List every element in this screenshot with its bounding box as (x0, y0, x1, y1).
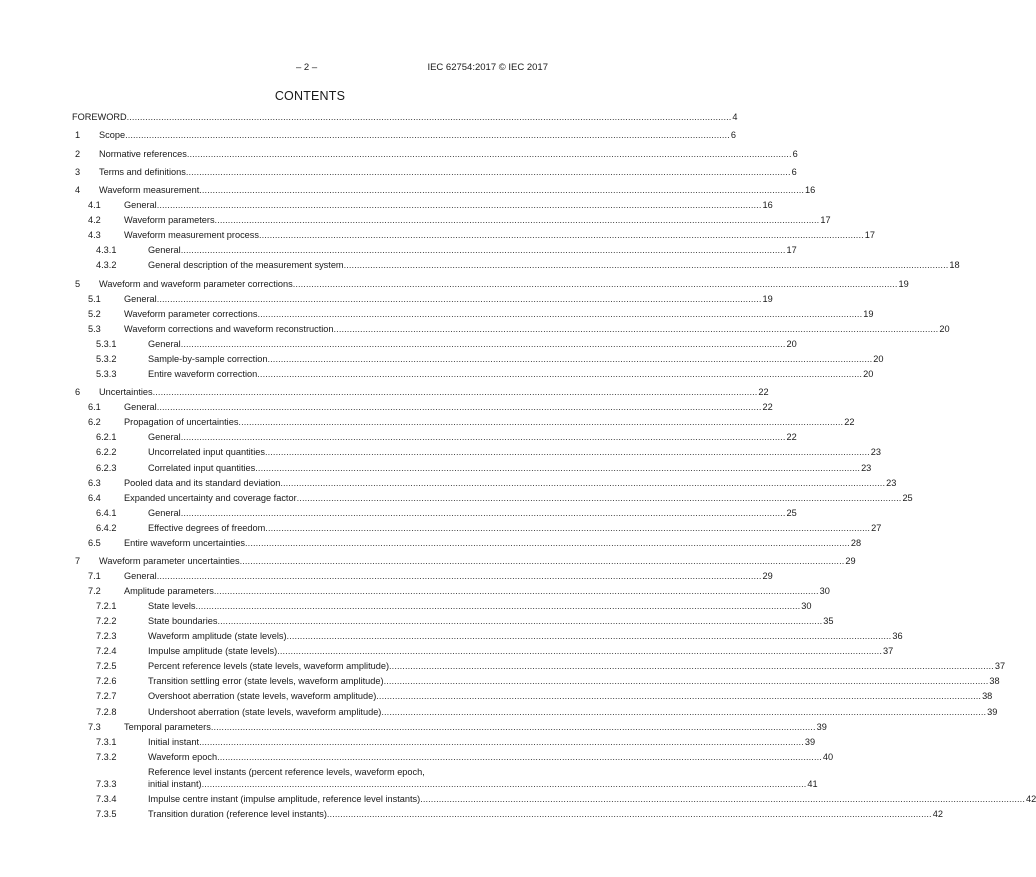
toc-entry[interactable] (72, 570, 773, 582)
toc-entry-page: 23 (870, 447, 881, 458)
toc-entry-page: 18 (949, 260, 960, 271)
toc-entry-number: 5.1 (88, 293, 101, 304)
toc-entry-number: 7.3.3 (96, 778, 117, 789)
toc-entry-number: 5.3.1 (96, 338, 117, 349)
toc-entry-title: Effective degrees of freedom (148, 522, 266, 533)
toc-entry[interactable] (72, 166, 797, 178)
toc-leader-dots (297, 492, 902, 504)
toc-leader-dots (125, 129, 730, 141)
toc-entry-number: 7.2.4 (96, 646, 117, 657)
page-header (0, 62, 620, 76)
toc-leader-dots (214, 585, 819, 597)
toc-leader-dots (259, 229, 864, 241)
toc-entry-title: Overshoot aberration (state levels, waveform amplitude) (148, 691, 377, 702)
toc-entry[interactable] (72, 368, 874, 380)
toc-leader-dots (199, 184, 804, 196)
toc-entry-title: Uncertainties (99, 387, 153, 398)
toc-entry-title: Waveform corrections and waveform reconstruction (124, 323, 334, 334)
toc-entry-number: 7.2.3 (96, 631, 117, 642)
toc-entry-title: Amplitude parameters (124, 586, 214, 597)
toc-entry[interactable] (72, 793, 1036, 805)
toc-entry[interactable] (72, 338, 797, 350)
toc-entry[interactable] (72, 244, 797, 256)
toc-leader-dots (181, 338, 786, 350)
toc-entry[interactable] (72, 537, 862, 549)
toc-entry-title: FOREWORD (72, 112, 127, 122)
toc-entry-title: Waveform epoch (148, 751, 218, 762)
toc-entry[interactable] (72, 477, 897, 489)
toc-entry[interactable] (72, 353, 884, 365)
toc-entry-page: 40 (822, 751, 834, 762)
toc-leader-dots (280, 477, 885, 489)
toc-entry-page: 19 (898, 278, 909, 289)
toc-entry-title: General description of the measurement system (148, 260, 344, 271)
toc-entry-number: 4.3.2 (96, 260, 117, 271)
toc-entry[interactable] (72, 721, 827, 733)
toc-entry-page: 29 (762, 571, 773, 582)
toc-entry-number: 7.2.6 (96, 676, 117, 687)
toc-entry-number: 4.3 (88, 230, 101, 241)
table-of-contents (72, 111, 1036, 820)
toc-entry-title: Waveform measurement process (124, 230, 259, 241)
toc-entry-number: 6.5 (88, 537, 101, 548)
toc-entry[interactable] (72, 690, 993, 702)
toc-entry-page: 4 (732, 112, 738, 122)
toc-entry[interactable] (72, 278, 909, 290)
toc-entry-page: 20 (873, 353, 884, 364)
toc-entry-number: 7.3.2 (96, 751, 117, 762)
toc-leader-dots (181, 431, 786, 443)
toc-leader-dots (181, 507, 786, 519)
toc-leader-dots (127, 111, 732, 123)
toc-entry-title: Transition settling error (state levels, waveform amplitude) (148, 676, 384, 687)
toc-leader-dots (376, 690, 981, 702)
page-number: – 2 – (296, 62, 318, 73)
toc-entry-title: General (148, 432, 181, 443)
toc-entry-page: 22 (758, 387, 769, 398)
toc-entry-page: 41 (807, 778, 818, 789)
toc-entry[interactable] (72, 293, 773, 305)
toc-entry-page: 25 (786, 507, 797, 518)
toc-entry-number: 6.4 (88, 492, 101, 503)
toc-entry-number: 7.3.5 (96, 808, 117, 819)
toc-entry-number: 6 (75, 387, 81, 398)
toc-entry-title: Waveform amplitude (state levels) (148, 631, 287, 642)
toc-leader-dots (217, 615, 822, 627)
toc-entry-page: 37 (883, 646, 894, 657)
toc-leader-dots (245, 537, 850, 549)
toc-entry-page: 23 (861, 462, 872, 473)
toc-entry-page: 19 (762, 293, 773, 304)
toc-entry[interactable] (72, 675, 1000, 687)
toc-entry-title: Waveform measurement (99, 185, 200, 196)
toc-leader-dots (384, 675, 989, 687)
contents-title: CONTENTS (274, 89, 346, 103)
toc-entry-title: Reference level instants (percent reference levels, waveform epoch, (148, 766, 425, 777)
toc-entry[interactable] (72, 555, 856, 567)
toc-entry-page: 28 (850, 537, 862, 548)
toc-entry-title: General (148, 245, 181, 256)
toc-entry-number: 4.2 (88, 215, 101, 226)
toc-entry-number: 4 (75, 185, 81, 196)
toc-entry-title: Expanded uncertainty and coverage factor (124, 492, 297, 503)
toc-leader-dots (157, 293, 762, 305)
toc-entry[interactable] (72, 585, 830, 597)
toc-entry-number: 6.3 (88, 477, 101, 488)
toc-leader-dots (327, 808, 932, 820)
toc-entry-page: 30 (801, 601, 812, 612)
toc-entry-number: 5.3.3 (96, 369, 117, 379)
toc-entry-title: General (124, 571, 157, 582)
toc-entry-number: 7.2.8 (96, 706, 117, 717)
toc-entry-title: Terms and definitions (99, 166, 186, 177)
toc-entry-page: 22 (762, 402, 773, 413)
toc-entry[interactable] (72, 323, 950, 335)
toc-entry-page: 19 (863, 308, 874, 319)
toc-entry-page: 39 (987, 706, 998, 717)
toc-entry-title: Entire waveform correction (148, 369, 258, 379)
toc-leader-dots (217, 751, 822, 763)
toc-leader-dots (196, 600, 801, 612)
toc-entry[interactable] (72, 184, 816, 196)
toc-entry-title: Initial instant (148, 736, 200, 747)
toc-entry-number: 6.1 (88, 402, 101, 413)
toc-entry[interactable] (72, 660, 1006, 672)
toc-entry-page: 16 (762, 200, 773, 211)
toc-entry[interactable] (72, 808, 943, 820)
toc-leader-dots (293, 278, 898, 290)
toc-entry-title: Impulse centre instant (impulse amplitude, reference level instants) (148, 793, 421, 804)
toc-leader-dots (265, 522, 870, 534)
toc-entry-number: 2 (75, 148, 81, 159)
toc-entry-number: 5.3 (88, 323, 101, 334)
toc-leader-dots (157, 199, 762, 211)
toc-entry-number: 7.2 (88, 586, 101, 597)
toc-entry[interactable] (72, 308, 874, 320)
toc-entry-title: Waveform parameter uncertainties (99, 556, 240, 567)
toc-leader-dots (153, 386, 758, 398)
toc-leader-dots (257, 368, 862, 380)
toc-leader-dots (389, 660, 994, 672)
toc-entry[interactable] (72, 522, 882, 534)
toc-entry-title-continued: initial instant) (148, 778, 202, 789)
toc-entry[interactable] (72, 600, 812, 612)
toc-entry-number: 7.2.2 (96, 616, 117, 627)
toc-entry-number: 6.4.2 (96, 522, 117, 533)
toc-entry-title: Pooled data and its standard deviation (124, 477, 281, 488)
toc-leader-dots (381, 706, 986, 718)
toc-leader-dots (186, 166, 791, 178)
toc-leader-dots (238, 416, 843, 428)
toc-entry-title: Sample-by-sample correction (148, 353, 268, 364)
toc-entry-page: 37 (994, 661, 1006, 672)
toc-entry-number: 7.2.5 (96, 661, 117, 672)
toc-entry-number: 1 (75, 130, 81, 141)
toc-entry-page: 30 (819, 586, 830, 597)
toc-entry-title: State levels (148, 601, 196, 612)
toc-entry-title: Correlated input quantities (148, 462, 256, 473)
toc-entry-page: 6 (730, 130, 736, 141)
toc-leader-dots (344, 259, 949, 271)
toc-entry-page: 42 (1025, 793, 1036, 804)
toc-leader-dots (265, 446, 870, 458)
toc-entry-page: 39 (804, 736, 816, 747)
toc-entry-page: 38 (989, 676, 1000, 687)
toc-entry-page: 17 (864, 230, 875, 241)
toc-entry[interactable] (72, 645, 894, 657)
toc-leader-dots (334, 323, 939, 335)
toc-entry-number: 6.2.3 (96, 462, 117, 473)
toc-entry-title: Temporal parameters (124, 721, 211, 732)
toc-entry-page: 20 (786, 338, 797, 349)
toc-entry-page: 25 (902, 492, 913, 503)
toc-entry[interactable] (72, 431, 797, 443)
toc-leader-dots (287, 630, 892, 642)
toc-entry[interactable] (72, 630, 903, 642)
toc-entry[interactable] (72, 401, 773, 413)
toc-entry-title: General (124, 293, 157, 304)
toc-entry-number: 7.2.7 (96, 691, 117, 702)
toc-entry-page: 38 (982, 691, 993, 702)
toc-entry-title: Normative references (99, 148, 187, 159)
toc-entry-page: 6 (791, 166, 797, 177)
toc-entry-page: 39 (816, 721, 827, 732)
toc-entry[interactable] (72, 615, 834, 627)
toc-entry-number: 7.3.4 (96, 793, 117, 804)
toc-leader-dots (420, 793, 1025, 805)
toc-entry[interactable] (72, 446, 881, 458)
toc-entry-number: 4.3.1 (96, 245, 117, 256)
toc-entry-number: 5 (75, 278, 81, 289)
toc-leader-dots (277, 645, 882, 657)
toc-entry-title: General (148, 507, 181, 518)
toc-entry[interactable] (72, 462, 872, 474)
toc-entry-title: State boundaries (148, 616, 218, 627)
toc-entry[interactable] (72, 736, 816, 748)
toc-entry-number: 7.3 (88, 721, 101, 732)
toc-entry-page: 22 (844, 417, 855, 428)
toc-leader-dots (181, 244, 786, 256)
toc-entry-page: 22 (786, 432, 797, 443)
toc-leader-dots (267, 353, 872, 365)
toc-entry-title: Transition duration (reference level instants) (148, 808, 327, 819)
toc-entry-number: 6.4.1 (96, 507, 117, 518)
toc-entry[interactable] (72, 259, 960, 271)
toc-entry[interactable] (72, 199, 773, 211)
toc-entry-number: 5.3.2 (96, 353, 117, 364)
toc-entry-number: 7 (75, 556, 81, 567)
toc-entry-number: 4.1 (88, 200, 101, 211)
toc-entry[interactable] (72, 229, 875, 241)
toc-entry[interactable] (72, 507, 797, 519)
toc-leader-dots (257, 308, 862, 320)
toc-entry-number: 6.2.1 (96, 432, 117, 443)
toc-leader-dots (211, 721, 816, 733)
toc-entry-number: 5.2 (88, 308, 101, 319)
toc-entry-number: 6.2.2 (96, 447, 117, 458)
toc-entry-page: 16 (805, 185, 816, 196)
toc-entry[interactable] (72, 111, 738, 123)
toc-entry-page: 36 (892, 631, 903, 642)
toc-entry-page: 23 (886, 477, 897, 488)
toc-entry-number: 7.3.1 (96, 736, 117, 747)
toc-entry-page: 17 (786, 245, 797, 256)
toc-entry-page: 20 (863, 369, 874, 379)
toc-entry-page: 6 (792, 148, 798, 159)
toc-entry-title: Scope (99, 130, 126, 141)
toc-leader-dots (157, 401, 762, 413)
toc-entry-number: 7.2.1 (96, 601, 117, 612)
toc-entry[interactable] (72, 751, 834, 763)
toc-entry-title: Waveform and waveform parameter corrections (99, 278, 293, 289)
toc-entry-page: 35 (823, 616, 834, 627)
toc-entry[interactable] (72, 706, 998, 718)
toc-entry-title: Percent reference levels (state levels, waveform amplitude) (148, 661, 390, 672)
toc-entry-page: 17 (820, 215, 831, 226)
toc-entry-number: 7.1 (88, 571, 101, 582)
toc-entry-page: 29 (845, 556, 856, 567)
toc-entry[interactable] (72, 416, 855, 428)
toc-leader-dots (255, 462, 860, 474)
toc-entry-title: Impulse amplitude (state levels) (148, 646, 278, 657)
toc-leader-dots (157, 570, 762, 582)
toc-leader-dots (199, 736, 804, 748)
toc-entry-title: Undershoot aberration (state levels, waveform amplitude) (148, 706, 382, 717)
toc-entry-title: Propagation of uncertainties (124, 417, 239, 428)
toc-entry-title: General (124, 402, 157, 413)
toc-entry-page: 42 (932, 808, 943, 819)
toc-entry-title: General (148, 338, 181, 349)
toc-entry[interactable] (72, 766, 818, 790)
toc-entry-page: 20 (939, 323, 950, 334)
toc-leader-dots (187, 148, 792, 160)
toc-leader-dots (240, 555, 845, 567)
toc-entry-number: 3 (75, 166, 81, 177)
toc-entry[interactable] (72, 129, 736, 141)
toc-entry-title: General (124, 200, 157, 211)
standard-reference: IEC 62754:2017 © IEC 2017 (427, 62, 548, 73)
toc-entry[interactable] (72, 492, 913, 504)
toc-leader-dots (202, 778, 807, 790)
toc-entry-title: Waveform parameters (124, 215, 215, 226)
toc-entry[interactable] (72, 214, 831, 226)
toc-entry[interactable] (72, 386, 769, 398)
toc-entry-title: Waveform parameter corrections (124, 308, 258, 319)
toc-entry-title: Uncorrelated input quantities (148, 447, 265, 458)
toc-leader-dots (215, 214, 820, 226)
toc-entry-number: 6.2 (88, 417, 101, 428)
toc-entry-page: 27 (871, 522, 882, 533)
toc-entry-title: Entire waveform uncertainties (124, 537, 246, 548)
toc-entry[interactable] (72, 148, 798, 160)
